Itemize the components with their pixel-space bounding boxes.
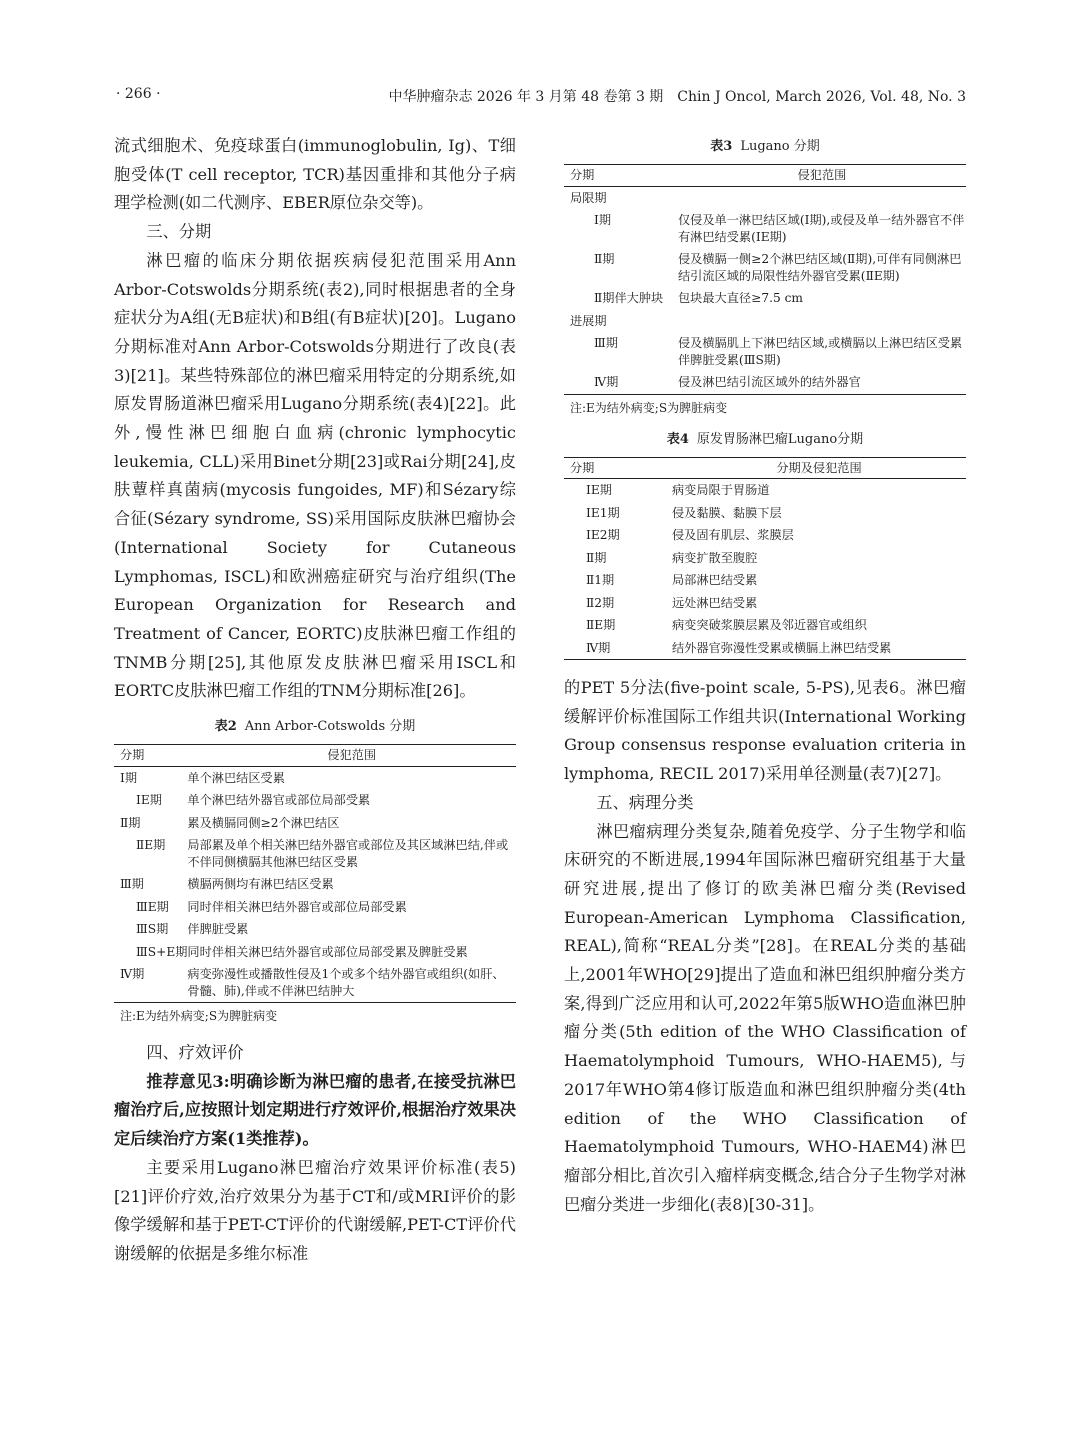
table-cell-description: 侵及横膈一侧≥2个淋巴结区域(Ⅱ期),可伴有同侧淋巴结引流区域的局限性结外器官受累(ⅡE期) (678, 252, 962, 283)
table-2-caption: 表2 Ann Arbor-Cotswolds 分期 (214, 719, 416, 735)
paragraph-staging: 淋巴瘤的临床分期依据疾病侵犯范围采用Ann Arbor-Cotswolds分期系统(表2),同时根据患者的全身症状分为A组(无B症状)和B组(有B症状)[20]。Lugano分期标准对Ann Arbor-Cotswolds分期进行了改良(表3)[21]。某些特殊部位的淋巴瘤采用特定的分期系统,如原发胃肠道淋巴瘤采用Lugano分期系统(表4)[22]。此外,慢性淋巴细胞白血病(chronic lymphocytic leukemia, CLL)采用Binet分期[23]或Rai分期[24],皮肤蕈样真菌病(mycosis fungoides, MF)和Sézary综合征(Sézary syndrome, SS)采用国际皮肤淋巴瘤协会(International Society for Cutaneous Lymphomas, ISCL)和欧洲癌症研究与治疗组织(The European Organization for Research and Treatment of Cancer, EORTC)皮肤淋巴瘤工作组的TNMB分期[25],其他原发皮肤淋巴瘤采用ISCL和EORTC皮肤淋巴瘤工作组的TNM分期标准[26]。 (114, 250, 516, 701)
table-cell-stage: ⅡE期 (586, 618, 616, 632)
table-cell-description: 横膈两侧均有淋巴结区受累 (187, 877, 334, 892)
table-cell-description: 单个淋巴结外器官或部位局部受累 (187, 793, 371, 808)
paragraph-ig-tcr: 流式细胞术、免疫球蛋白(immunoglobulin, Ig)、T细胞受体(T cell receptor, TCR)基因重排和其他分子病理学检测(如二代测序、EBER原位杂交等)。 (114, 136, 516, 213)
table-row (564, 547, 966, 570)
table-cell-description: 病变扩散至腹腔 (672, 550, 758, 565)
table-row (564, 209, 966, 248)
table-cell-stage: 进展期 (570, 313, 607, 328)
table-cell-stage: ⅢS期 (136, 922, 169, 937)
table-cell-description: 伴脾脏受累 (187, 922, 249, 937)
table-cell-stage: Ⅳ期 (564, 637, 672, 660)
table-row (564, 186, 966, 209)
table-cell-description (678, 186, 966, 209)
left-column (114, 132, 516, 1269)
table-3-grid (564, 164, 966, 395)
paragraph-pathology: 淋巴瘤病理分类复杂,随着免疫学、分子生物学和临床研究的不断进展,1994年国际淋巴瘤研究组基于大量研究进展,提出了修订的欧美淋巴瘤分类(Revised European-American Lymphoma Classification, REAL),简称“REAL分类”[28]。在REAL分类的基础上,2001年WHO[29]提出了造血和淋巴组织肿瘤分类方案,得到广泛应用和认可,2022年第5版WHO造血淋巴肿瘤分类(5th edition of the WHO Classification of Haematolymphoid Tumours, WHO-HAEM5),与2017年WHO第4修订版造血和淋巴组织肿瘤分类(4th edition of the WHO Classification of Haematolymphoid Tumours, WHO-HAEM4)淋巴瘤部分相比,首次引入瘤样病变概念,结合分子生物学对淋巴瘤分类进一步细化(表8)[30-31]。 (564, 821, 966, 1214)
page-number: · 266 · (116, 86, 161, 102)
table-2-header-stage: 分期 (114, 745, 187, 767)
table-cell-description: 仅侵及单一淋巴结区域(Ⅰ期),或侵及单一结外器官不伴有淋巴结受累(ⅠE期) (678, 213, 965, 244)
table-cell-stage: ⅠE2期 (586, 528, 620, 542)
table-row (114, 963, 516, 1003)
table-cell-stage: ⅠE期 (586, 483, 612, 497)
table-4-header-range: 分期及侵犯范围 (672, 457, 966, 479)
table-row (114, 918, 516, 941)
table-cell-stage: ⅡE期 (136, 838, 166, 853)
table-cell-stage: Ⅱ期 (586, 550, 607, 565)
table-cell-description: 侵及黏膜、黏膜下层 (672, 505, 782, 520)
table-row (114, 834, 516, 873)
table-cell-stage: ⅠE1期 (586, 505, 620, 520)
journal-running-title: 中华肿瘤杂志 2026 年 3 月第 48 卷第 3 期 Chin J Oncol, March 2026, Vol. 48, No. 3 (388, 89, 966, 105)
table-4-grid (564, 457, 966, 661)
table-row (114, 873, 516, 896)
table-cell-description: 病变弥漫性或播散性侵及1个或多个结外器官或组织(如肝、骨髓、肺),伴或不伴淋巴结肿大 (187, 963, 516, 1003)
section-heading-staging: 三、分期 (146, 222, 212, 242)
table-cell-description: 包块最大直径≥7.5 cm (678, 291, 803, 305)
table-cell-description: 同时伴相关淋巴结外器官或部位局部受累 (187, 899, 407, 914)
table-row (564, 287, 966, 310)
table-cell-description: 同时伴相关淋巴结外器官或部位局部受累及脾脏受累 (187, 944, 468, 959)
page-header (116, 86, 966, 108)
table-row (564, 569, 966, 592)
right-column (564, 138, 966, 1219)
table-cell-stage: Ⅱ期伴大肿块 (594, 291, 664, 305)
table-cell-description: 单个淋巴结区受累 (187, 770, 285, 785)
paragraph-lugano-response: 主要采用Lugano淋巴瘤治疗效果评价标准(表5)[21]评价疗效,治疗效果分为基于CT和/或MRI评价的影像学缓解和基于PET-CT评价的代谢缓解,PET-CT评价代谢缓解的依据是多维尔标准 (114, 1157, 516, 1263)
table-cell-stage: ⅢS+E期 (136, 944, 188, 959)
table-cell-description: 侵及淋巴结引流区域外的结外器官 (678, 371, 966, 394)
table-row (564, 371, 966, 394)
table-4-caption: 表4 原发胃肠淋巴瘤Lugano分期 (666, 431, 864, 447)
table-cell-stage: ⅢE期 (136, 899, 169, 914)
section-heading-response: 四、疗效评价 (146, 1043, 244, 1063)
table-cell-description: 病变突破浆膜层累及邻近器官或组织 (672, 618, 867, 632)
table-4 (564, 431, 966, 661)
table-row (564, 524, 966, 547)
table-3-caption: 表3 Lugano 分期 (710, 139, 820, 154)
table-cell-stage: Ⅱ期 (120, 815, 141, 830)
table-cell-description: 侵及固有肌层、浆膜层 (672, 528, 794, 542)
paragraph-5ps-recil: 的PET 5分法(five-point scale, 5-PS),见表6。淋巴瘤缓解评价标准国际工作组共识(International Working Group consensus response evaluation criteria in lymphoma, RECIL 2017)采用单径测量(表7)[27]。 (564, 678, 966, 784)
table-cell-description: 病变局限于胃肠道 (672, 483, 770, 497)
table-cell-stage: Ⅱ期 (594, 252, 615, 266)
table-row (564, 248, 966, 287)
table-4-header-stage: 分期 (564, 457, 672, 479)
table-cell-description: 局部累及单个相关淋巴结外器官或部位及其区域淋巴结,伴或不伴同侧横膈其他淋巴结区受累 (187, 838, 509, 869)
table-row (564, 637, 966, 660)
table-row (114, 812, 516, 835)
table-row (564, 310, 966, 333)
section-heading-pathology: 五、病理分类 (596, 792, 694, 812)
table-3-header-stage: 分期 (564, 165, 678, 187)
table-cell-description: 结外器官弥漫性受累或横膈上淋巴结受累 (672, 637, 966, 660)
table-2-note: 注:E为结外病变;S为脾脏病变 (120, 1009, 278, 1024)
table-cell-description (678, 310, 966, 333)
table-cell-stage: ⅠE期 (136, 793, 162, 808)
table-row (564, 614, 966, 637)
table-3-header-range: 侵犯范围 (678, 165, 966, 187)
table-cell-description: 侵及横膈肌上下淋巴结区域,或横膈以上淋巴结区受累伴脾脏受累(ⅢS期) (678, 336, 963, 367)
table-row (564, 592, 966, 615)
table-row (114, 789, 516, 812)
table-cell-description: 远处淋巴结受累 (672, 595, 758, 610)
table-row (114, 896, 516, 919)
table-cell-stage: Ⅳ期 (114, 963, 187, 1003)
table-row (564, 502, 966, 525)
table-cell-stage: Ⅲ期 (594, 336, 618, 350)
table-3 (564, 138, 966, 417)
table-row (564, 479, 966, 502)
table-row (114, 766, 516, 789)
table-cell-stage: Ⅰ期 (120, 770, 138, 785)
table-row (564, 332, 966, 371)
table-2-grid (114, 744, 516, 1003)
table-cell-stage: Ⅱ2期 (586, 595, 615, 610)
table-row (114, 941, 516, 964)
table-cell-stage: Ⅲ期 (120, 877, 144, 892)
table-3-note: 注:E为结外病变;S为脾脏病变 (570, 400, 728, 415)
table-cell-stage: Ⅳ期 (564, 371, 678, 394)
table-cell-stage: Ⅱ1期 (586, 573, 615, 587)
table-cell-stage: 局限期 (570, 190, 607, 205)
table-cell-description: 累及横膈同侧≥2个淋巴结区 (187, 815, 340, 830)
table-cell-description: 局部淋巴结受累 (672, 573, 758, 587)
table-2-header-range: 侵犯范围 (187, 745, 516, 767)
recommendation-3: 推荐意见3:明确诊断为淋巴瘤的患者,在接受抗淋巴瘤治疗后,应按照计划定期进行疗效评价,根据治疗效果决定后续治疗方案(1类推荐)。 (114, 1071, 516, 1149)
table-cell-stage: Ⅰ期 (594, 213, 612, 227)
table-2 (114, 718, 516, 1025)
